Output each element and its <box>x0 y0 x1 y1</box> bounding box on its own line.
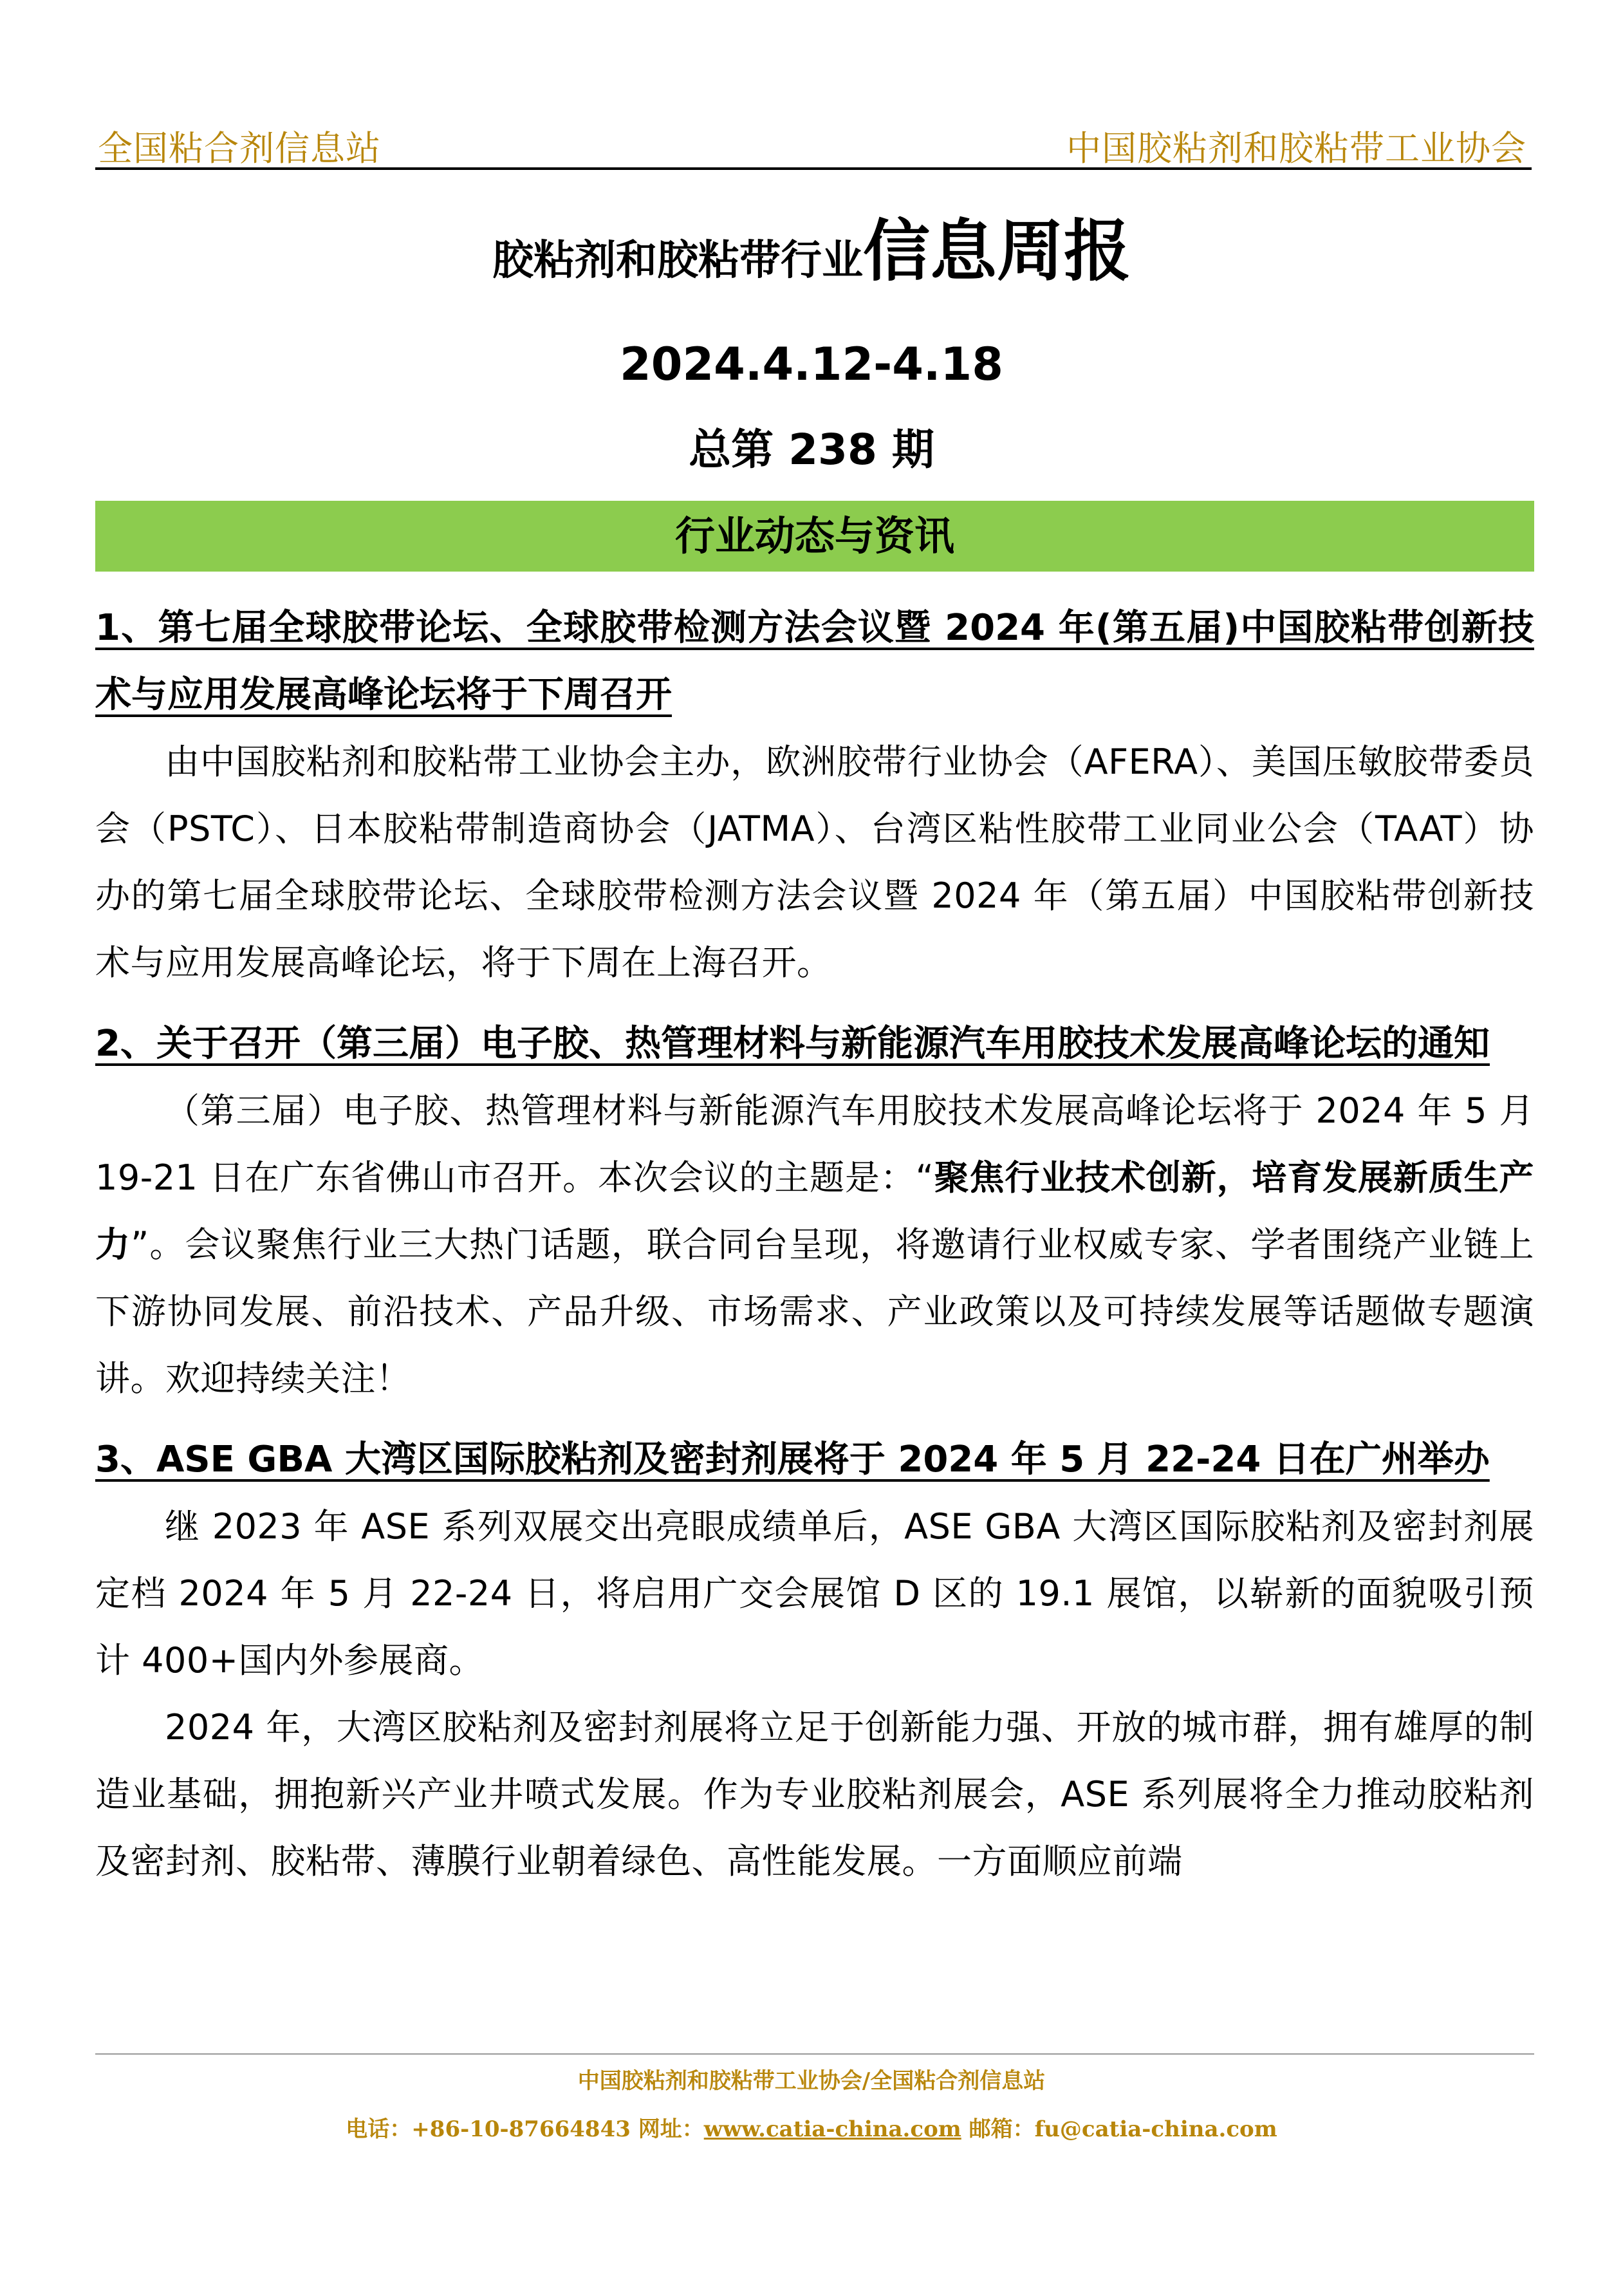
footer-divider <box>95 2053 1534 2055</box>
article-paragraph: 继 2023 年 ASE 系列双展交出亮眼成绩单后，ASE GBA 大湾区国际胶粘剂及密封剂展定档 2024 年 5 月 22-24 日，将启用广交会展馆 D 区的 19.1 展馆，以崭新的面貌吸引预计 400+国内外参展商。 <box>95 1506 1534 1681</box>
article-paragraph: （第三届）电子胶、热管理材料与新能源汽车用胶技术发展高峰论坛将于 2024 年 5 月 19-21 日在广东省佛山市召开。本次会议的主题是：“聚焦行业技术创新，培育发展新质生产力”。会议聚焦行业三大热门话题，联合同台呈现，将邀请行业权威专家、学者围绕产业链上下游协同发展、前沿技术、产品升级、市场需求、产业政策以及可持续发展等话题做专题演讲。欢迎持续关注！ <box>95 1090 1535 1399</box>
article-paragraph: 由中国胶粘剂和胶粘带工业协会主办，欧洲胶带行业协会（AFERA）、美国压敏胶带委员会（PSTC）、日本胶粘带制造商协会（JATMA）、台湾区粘性胶带工业同业公会（TAAT）协办的第七届全球胶带论坛、全球胶带检测方法会议暨 2024 年（第五届）中国胶粘带创新技术与应用发展高峰论坛，将于下周在上海召开。 <box>95 742 1534 983</box>
article-heading: 3、ASE GBA 大湾区国际胶粘剂及密封剂展将于 2024 年 5 月 22-24 日在广州举办 <box>95 1439 1490 1480</box>
article-paragraph: 2024 年，大湾区胶粘剂及密封剂展将立足于创新能力强、开放的城市群，拥有雄厚的制造业基础，拥抱新兴产业井喷式发展。作为专业胶粘剂展会，ASE 系列展将全力推动胶粘剂及密封剂、胶粘带、薄膜行业朝着绿色、高性能发展。一方面顺应前端 <box>95 1707 1534 1881</box>
report-title-main: 信息周报 <box>862 212 1131 290</box>
footer-website-link[interactable]: www.catia-china.com <box>703 2116 961 2142</box>
date-range: 2024.4.12-4.18 <box>620 338 1003 391</box>
article-heading: 1、第七届全球胶带论坛、全球胶带检测方法会议暨 2024 年(第五届)中国胶粘带创新技术与应用发展高峰论坛将于下周召开 <box>95 607 1534 716</box>
footer-email: 邮箱：fu@catia-china.com <box>961 2116 1277 2142</box>
report-title-prefix: 胶粘剂和胶粘带行业 <box>492 237 863 285</box>
report-title <box>0 212 1623 310</box>
theme-highlight: 聚焦行业技术创新，培育发展新质生产力 <box>95 1157 1534 1265</box>
footer-org: 中国胶粘剂和胶粘带工业协会/全国粘合剂信息站 <box>577 2068 1046 2094</box>
footer-phone: 电话：+86-10-87664843 网址： <box>346 2116 704 2142</box>
issue-number: 总第 238 期 <box>689 425 934 474</box>
article-heading: 2、关于召开（第三届）电子胶、热管理材料与新能源汽车用胶技术发展高峰论坛的通知 <box>95 1023 1490 1065</box>
footer-contact <box>0 2111 1623 2143</box>
header-right-title: 中国胶粘剂和胶粘带工业协会 <box>1066 128 1526 169</box>
article-list <box>95 595 1534 1895</box>
header-left-title: 全国粘合剂信息站 <box>98 128 381 169</box>
section-band: 行业动态与资讯 <box>95 501 1534 572</box>
page-header <box>95 116 1532 170</box>
